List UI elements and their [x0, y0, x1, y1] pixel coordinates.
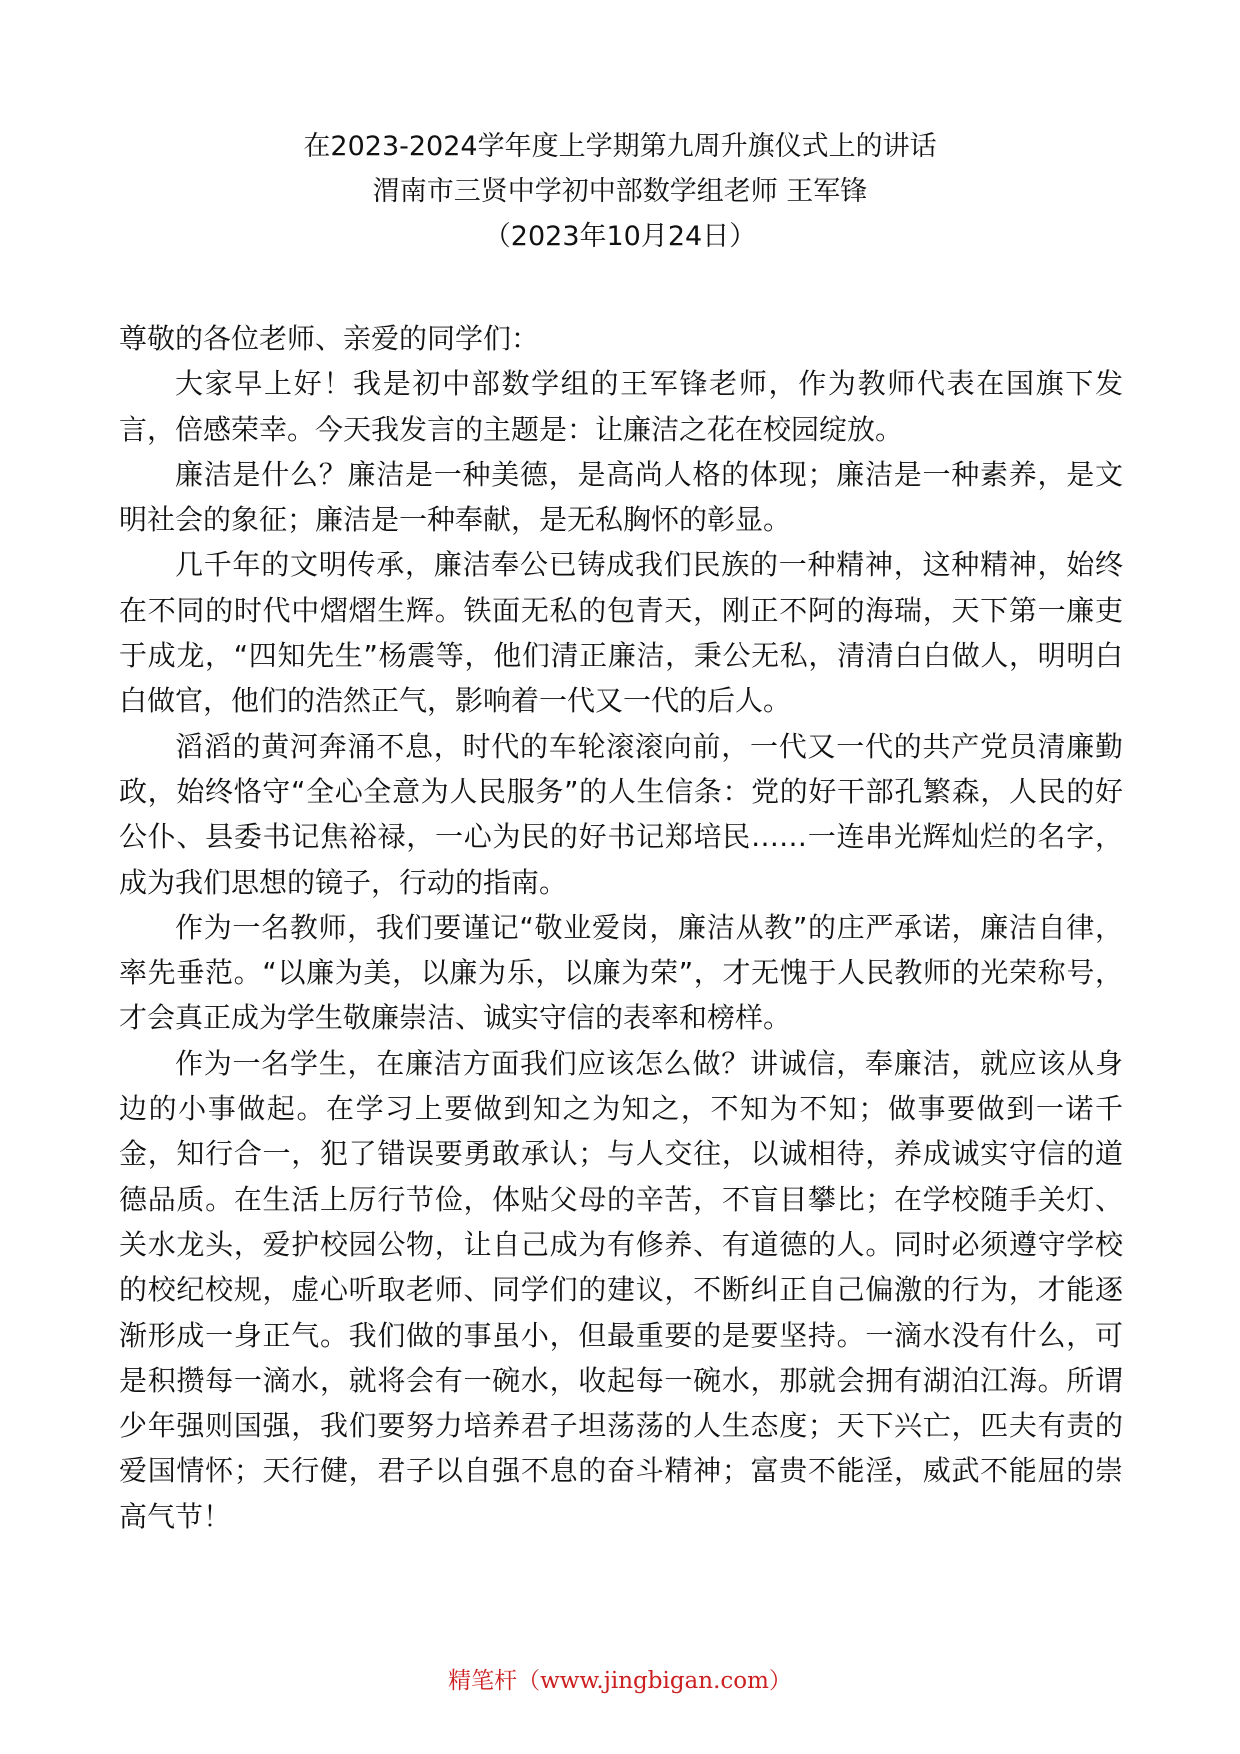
footer-watermark: 精笔杆（www.jingbigan.com）: [448, 1668, 792, 1694]
document-body: [119, 316, 1123, 1539]
document-date: （2023年10月24日）: [483, 221, 757, 252]
document-author: 渭南市三贤中学初中部数学组老师 王军锋: [372, 176, 868, 207]
document-title: 在2023-2024学年度上学期第九周升旗仪式上的讲话: [303, 131, 937, 162]
paragraph-definition: 廉洁是什么？廉洁是一种美德，是高尚人格的体现；廉洁是一种素养，是文明社会的象征；廉洁是一种奉献，是无私胸怀的彰显。: [119, 457, 1123, 537]
paragraph-history: 几千年的文明传承，廉洁奉公已铸成我们民族的一种精神，这种精神，始终在不同的时代中熠熠生辉。铁面无私的包青天，刚正不阿的海瑞，天下第一廉吏于成龙，“四知先生”杨震等，他们清正廉洁，秉公无私，清清白白做人，明明白白做官，他们的浩然正气，影响着一代又一代的后人。: [119, 548, 1123, 718]
salutation: 尊敬的各位老师、亲爱的同学们：: [119, 322, 540, 355]
paragraph-party-members: 滔滔的黄河奔涌不息，时代的车轮滚滚向前，一代又一代的共产党员清廉勤政，始终恪守“全心全意为人民服务”的人生信条：党的好干部孔繁森，人民的好公仆、县委书记焦裕禄，一心为民的好书记郑培民……一连串光辉灿烂的名字，成为我们思想的镜子，行动的指南。: [119, 729, 1123, 899]
paragraph-greeting: 大家早上好！我是初中部数学组的王军锋老师，作为教师代表在国旗下发言，倍感荣幸。今天我发言的主题是：让廉洁之花在校园绽放。: [119, 367, 1123, 446]
paragraph-students: 作为一名学生，在廉洁方面我们应该怎么做？讲诚信，奉廉洁，就应该从身边的小事做起。在学习上要做到知之为知之，不知为不知；做事要做到一诺千金，知行合一，犯了错误要勇敢承认；与人交往，以诚相待，养成诚实守信的道德品质。在生活上厉行节俭，体贴父母的辛苦，不盲目攀比；在学校随手关灯、关水龙头，爱护校园公物，让自己成为有修养、有道德的人。同时必须遵守学校的校纪校规，虚心听取老师、同学们的建议，不断纠正自己偏激的行为，才能逐渐形成一身正气。我们做的事虽小，但最重要的是要坚持。一滴水没有什么，可是积攒每一滴水，就将会有一碗水，收起每一碗水，那就会拥有湖泊江海。所谓少年强则国强，我们要努力培养君子坦荡荡的人生态度；天下兴亡，匹夫有责的爱国情怀；天行健，君子以自强不息的奋斗精神；富贵不能淫，威武不能屈的崇高气节！: [119, 1046, 1123, 1533]
paragraph-teachers: 作为一名教师，我们要谨记“敬业爱岗，廉洁从教”的庄严承诺，廉洁自律，率先垂范。“以廉为美，以廉为乐，以廉为荣”，才无愧于人民教师的光荣称号，才会真正成为学生敬廉崇洁、诚实守信的表率和榜样。: [119, 910, 1123, 1035]
document-header: [0, 124, 1240, 259]
